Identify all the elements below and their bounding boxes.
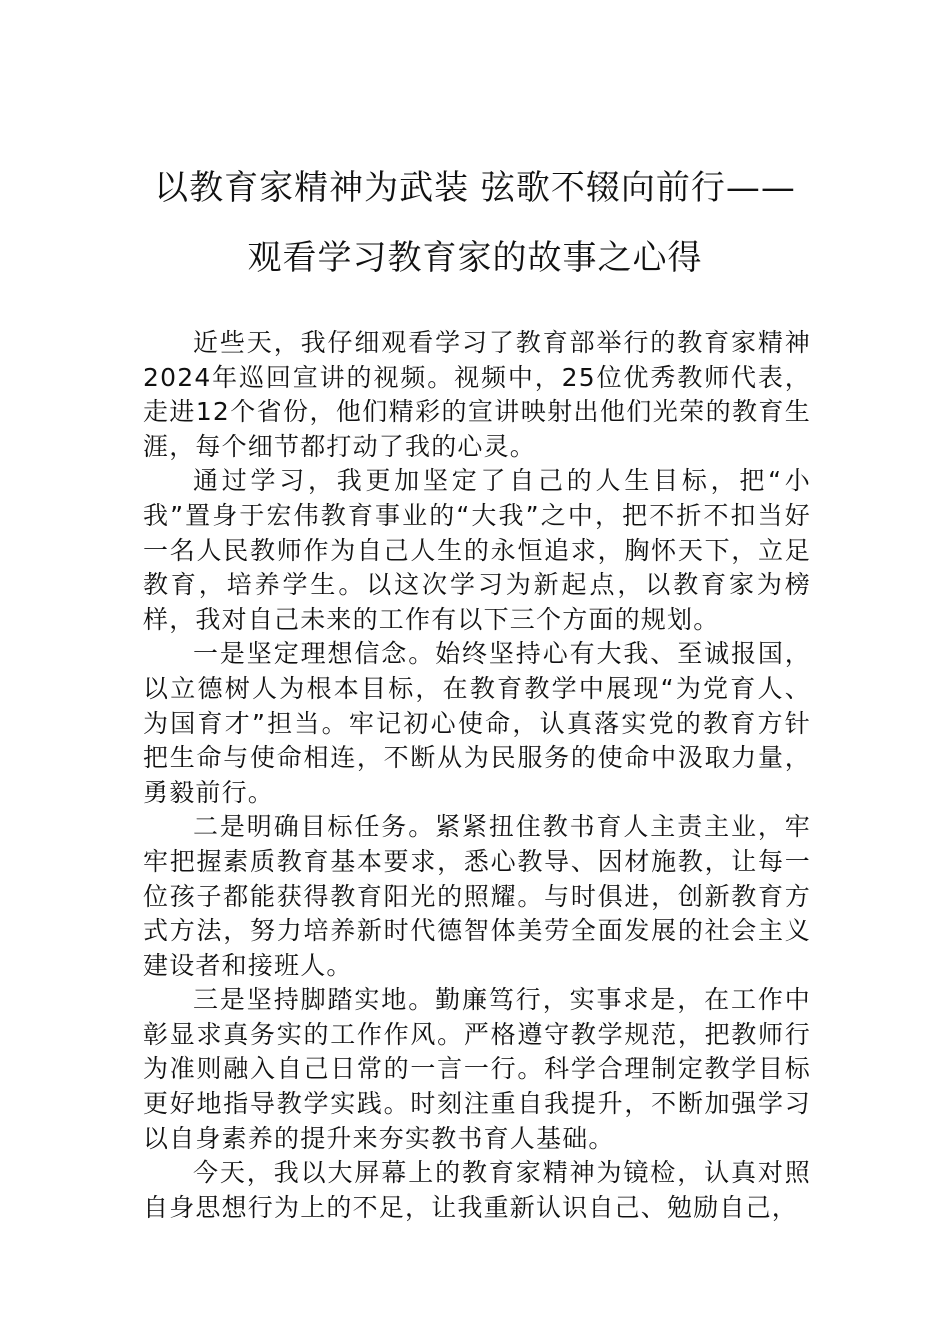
paragraph-point-three: 三是坚持脚踏实地。勤廉笃行，实事求是，在工作中彰显求真务实的工作作风。严格遵守教学规范，把教师行为准则融入自己日常的一言一行。科学合理制定教学目标更好地指导教学实践。时刻注重自我提升，不断加强学习以自身素养的提升来夯实教书育人基础。 (143, 985, 811, 1153)
paragraph-intro: 近些天，我仔细观看学习了教育部举行的教育家精神2024年巡回宣讲的视频。视频中，25位优秀教师代表，走进12个省份，他们精彩的宣讲映射出他们光荣的教育生涯，每个细节都打动了我的心灵。 (143, 328, 811, 461)
paragraph-point-one: 一是坚定理想信念。始终坚持心有大我、至诚报国，以立德树人为根本目标，在教育教学中展现“为党育人、为国育才”担当。牢记初心使命，认真落实党的教育方针把生命与使命相连，不断从为民服务的使命中汲取力量，勇毅前行。 (143, 639, 811, 807)
paragraph-conclusion: 今天，我以大屏幕上的教育家精神为镜检，认真对照自身思想行为上的不足，让我重新认识自己、勉励自己， (143, 1158, 811, 1222)
paragraph-goals: 通过学习，我更加坚定了自己的人生目标，把“小我”置身于宏伟教育事业的“大我”之中，把不折不扣当好一名人民教师作为自己人生的永恒追求，胸怀天下，立足教育，培养学生。以这次学习为新起点，以教育家为榜样，我对自己未来的工作有以下三个方面的规划。 (143, 466, 811, 634)
document-body (143, 326, 811, 1225)
document-title-line-2: 观看学习教育家的故事之心得 (247, 238, 703, 278)
document-title-line-1: 以教育家精神为武装 弦歌不辍向前行—— (154, 168, 796, 208)
paragraph-point-two: 二是明确目标任务。紧紧扭住教书育人主责主业，牢牢把握素质教育基本要求，悉心教导、因材施教，让每一位孩子都能获得教育阳光的照耀。与时俱进，创新教育方式方法，努力培养新时代德智体美劳全面发展的社会主义建设者和接班人。 (143, 812, 811, 980)
